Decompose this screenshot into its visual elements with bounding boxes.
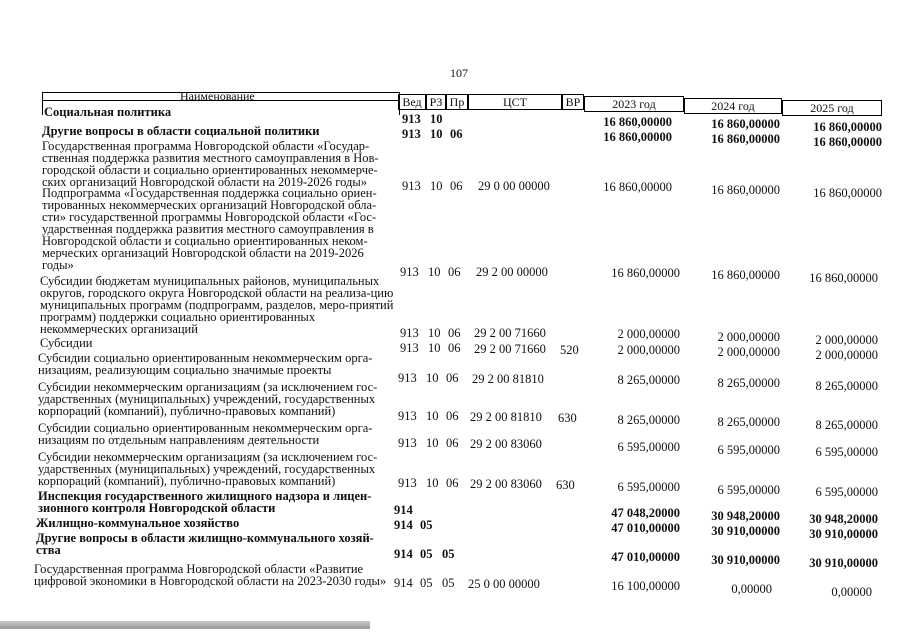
- row-pr: 06: [448, 265, 461, 279]
- header-2025: 2025 год: [782, 100, 882, 116]
- row-2024: 16 860,00000: [711, 268, 780, 282]
- row-name: Субсидии: [40, 336, 93, 350]
- row-name: Государственная программа Новгородской области «Государ-ственная поддержка развития местного самоуправления в Нов-городской области и социально ориентированных некоммерче-ских организаций Новгородской области на 2019-2026 годы»: [42, 139, 379, 189]
- row-2023: 2 000,00000: [617, 343, 680, 357]
- row-cst: 29 2 00 71660: [474, 342, 546, 356]
- row-ved: 913: [398, 436, 417, 450]
- row-ved: 913: [402, 112, 421, 126]
- row-2023: 2 000,00000: [617, 327, 680, 341]
- row-pr: 06: [448, 326, 461, 340]
- row-name: Социальная политика: [44, 105, 172, 119]
- row-2025: 8 265,00000: [815, 418, 878, 432]
- header-vr: ВР: [562, 94, 584, 110]
- row-ved: 914: [394, 518, 413, 532]
- row-name: Жилищно-коммунальное хозяйство: [36, 516, 240, 530]
- row-cst: 29 2 00 83060: [470, 437, 542, 451]
- row-2025: 8 265,00000: [815, 379, 878, 393]
- row-rz: 10: [426, 409, 439, 423]
- scan-edge: [0, 621, 370, 629]
- row-name: Субсидии социально ориентированным некоммерческим орга-низациям по отдельным направлениям деятельности: [38, 421, 373, 447]
- row-2024: 16 860,00000: [711, 132, 780, 146]
- row-rz: 10: [426, 371, 439, 385]
- row-2023: 8 265,00000: [617, 373, 680, 387]
- header-rz: РЗ: [426, 94, 446, 110]
- row-pr: 06: [446, 409, 459, 423]
- row-ved: 914: [394, 576, 413, 590]
- row-pr: 06: [446, 371, 459, 385]
- row-ved: 913: [398, 371, 417, 385]
- row-2023: 47 010,00000: [611, 550, 680, 564]
- row-cst: 29 2 00 81810: [470, 410, 542, 424]
- row-cst: 29 2 00 83060: [470, 477, 542, 491]
- row-2024: 0,00000: [731, 582, 772, 596]
- row-2024: 16 860,00000: [711, 183, 780, 197]
- row-pr: 06: [450, 127, 463, 141]
- row-2025: 16 860,00000: [813, 120, 882, 134]
- row-2025: 6 595,00000: [815, 445, 878, 459]
- row-rz: 10: [430, 112, 443, 126]
- row-cst: 29 2 00 00000: [476, 265, 548, 279]
- row-2023: 16 860,00000: [603, 115, 672, 129]
- row-ved: 913: [400, 326, 419, 340]
- row-2023: 16 860,00000: [603, 130, 672, 144]
- row-ved: 913: [398, 476, 417, 490]
- header-name: Наименование: [180, 89, 255, 103]
- row-cst: 29 2 00 81810: [472, 372, 544, 386]
- row-pr: 05: [442, 576, 455, 590]
- row-rz: 10: [428, 326, 441, 340]
- row-ved: 913: [400, 341, 419, 355]
- row-2024: 8 265,00000: [717, 376, 780, 390]
- row-rz: 10: [426, 436, 439, 450]
- row-vr: 630: [556, 478, 575, 492]
- row-rz: 10: [430, 179, 443, 193]
- row-rz: 10: [428, 265, 441, 279]
- row-ved: 914: [394, 503, 413, 517]
- row-rz: 10: [430, 127, 443, 141]
- row-2024: 2 000,00000: [717, 345, 780, 359]
- row-2024: 30 910,00000: [711, 553, 780, 567]
- page-number: 107: [450, 66, 468, 80]
- row-rz: 10: [426, 476, 439, 490]
- row-name: Подпрограмма «Государственная поддержка социально ориен-тированных некоммерческих организаций Новгородской обла-сти» государственной программы Новгородской области «Гос-ударственная поддержка развития местного самоуправления в Новгородской области и социально ориентированных неком-мерческих организаций Новгородской области на 2019-2026 годы»: [42, 186, 377, 272]
- row-pr: 05: [442, 547, 455, 561]
- row-2024: 8 265,00000: [717, 415, 780, 429]
- row-rz: 05: [420, 576, 433, 590]
- row-rz: 05: [420, 518, 433, 532]
- row-cst: 29 2 00 71660: [474, 326, 546, 340]
- row-2025: 16 860,00000: [813, 135, 882, 149]
- row-2023: 6 595,00000: [617, 480, 680, 494]
- header-2024: 2024 год: [684, 98, 782, 114]
- row-2023: 16 100,00000: [611, 579, 680, 593]
- row-name: Субсидии некоммерческим организациям (за исключением гос-ударственных (муниципальных) учреждений, государственных корпораций (компаний), публично-правовых компаний): [38, 450, 378, 488]
- row-2025: 2 000,00000: [815, 333, 878, 347]
- row-ved: 913: [402, 179, 421, 193]
- row-2023: 16 860,00000: [611, 266, 680, 280]
- row-2023: 6 595,00000: [617, 440, 680, 454]
- row-ved: 913: [402, 127, 421, 141]
- row-cst: 25 0 00 00000: [468, 577, 540, 591]
- row-2024: 2 000,00000: [717, 330, 780, 344]
- row-2023: 47 010,00000: [611, 521, 680, 535]
- row-vr: 630: [558, 411, 577, 425]
- row-2025: 2 000,00000: [815, 348, 878, 362]
- row-2024: 6 595,00000: [717, 483, 780, 497]
- row-pr: 06: [446, 436, 459, 450]
- row-pr: 06: [450, 179, 463, 193]
- row-2023: 8 265,00000: [617, 413, 680, 427]
- header-2023: 2023 год: [584, 96, 684, 112]
- row-name: Субсидии социально ориентированным некоммерческим орга-низациям, реализующим социально значимые проекты: [38, 351, 373, 377]
- header-cst: ЦСТ: [468, 94, 562, 110]
- row-name: Государственная программа Новгородской области «Развитие цифровой экономики в Новгородской области на 2023-2030 годы»: [34, 562, 387, 588]
- header-ved: Вед: [398, 94, 426, 110]
- row-name: Субсидии некоммерческим организациям (за исключением гос-ударственных (муниципальных) учреждений, государственных корпораций (компаний), публично-правовых компаний): [38, 380, 378, 418]
- row-vr: 520: [560, 343, 579, 357]
- row-cst: 29 0 00 00000: [478, 179, 550, 193]
- row-name: Другие вопросы в области жилищно-коммунального хозяй-ства: [36, 531, 374, 557]
- row-2024: 30 910,00000: [711, 524, 780, 538]
- row-2025: 30 910,00000: [809, 527, 878, 541]
- row-2023: 16 860,00000: [603, 180, 672, 194]
- row-ved: 913: [398, 409, 417, 423]
- row-2025: 16 860,00000: [813, 186, 882, 200]
- row-2025: 30 910,00000: [809, 556, 878, 570]
- row-name: Другие вопросы в области социальной политики: [42, 124, 320, 138]
- row-ved: 914: [394, 547, 413, 561]
- row-2023: 47 048,20000: [611, 506, 680, 520]
- row-2025: 30 948,20000: [809, 512, 878, 526]
- row-name: Субсидии бюджетам муниципальных районов, муниципальных округов, городского округа Новгородской области на реализа-цию муниципальных программ (подпрограмм, разделов, меро-приятий программ) поддержки социально ориентированных некоммерческих организаций: [40, 274, 394, 336]
- row-2025: 6 595,00000: [815, 485, 878, 499]
- row-ved: 913: [400, 265, 419, 279]
- row-pr: 06: [448, 341, 461, 355]
- row-name: Инспекция государственного жилищного надзора и лицен-зионного контроля Новгородской области: [38, 489, 372, 515]
- row-2024: 30 948,20000: [711, 509, 780, 523]
- row-2025: 16 860,00000: [809, 271, 878, 285]
- row-2025: 0,00000: [831, 585, 872, 599]
- row-rz: 10: [428, 341, 441, 355]
- header-pr: Пр: [446, 94, 468, 110]
- row-rz: 05: [420, 547, 433, 561]
- row-2024: 16 860,00000: [711, 117, 780, 131]
- row-pr: 06: [446, 476, 459, 490]
- row-2024: 6 595,00000: [717, 443, 780, 457]
